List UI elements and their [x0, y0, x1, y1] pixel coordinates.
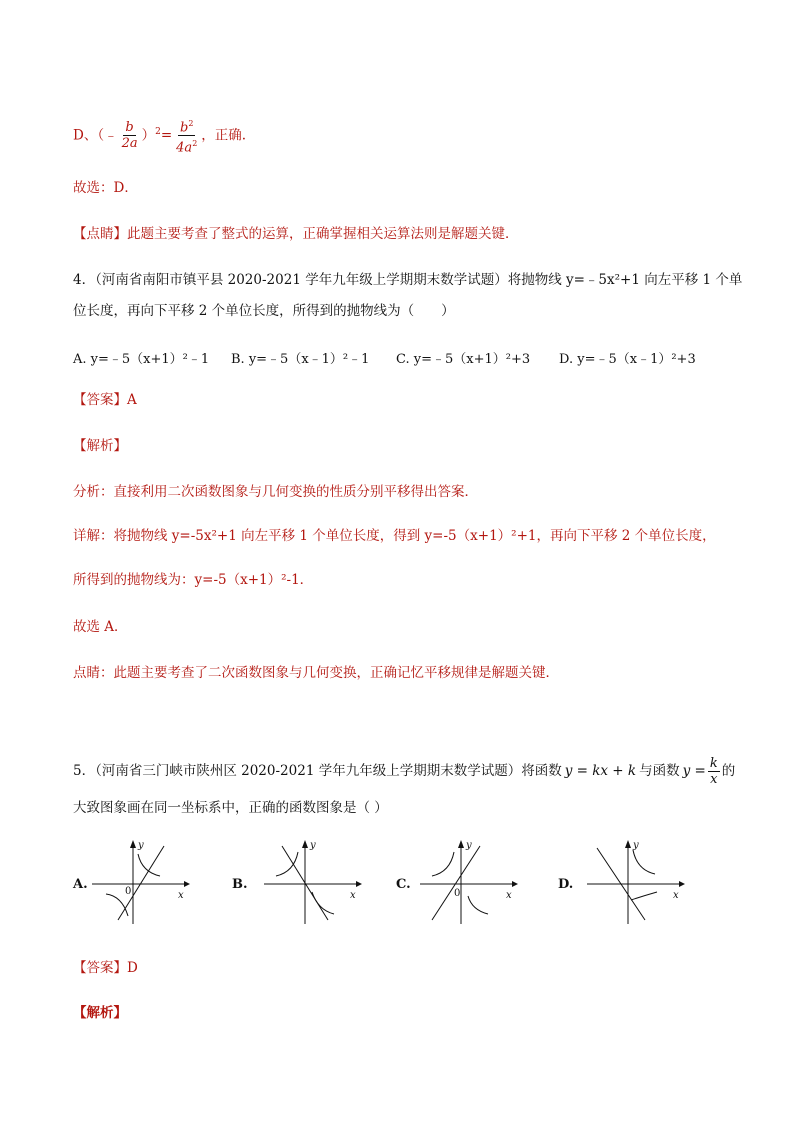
d-prefix: D、（﹣ [73, 127, 118, 144]
q4-option-d: D. y=﹣5（x﹣1）²+3 [559, 352, 696, 367]
q5-stem-line1 [73, 756, 735, 787]
axis-y-label: y [633, 840, 639, 851]
axis-y-label: y [310, 840, 316, 851]
q4-xiangjie-line2: 所得到的抛物线为：y=-5（x+1）²-1． [73, 572, 314, 588]
axis-x-label: x [178, 890, 184, 901]
frac-denominator: 2a [121, 136, 138, 152]
num-base: b [180, 120, 189, 136]
fraction-b2-over-4a2 [174, 116, 199, 156]
axis-y-label: y [466, 840, 472, 851]
graph-label-c: C. [396, 877, 411, 892]
graph-b [262, 838, 362, 924]
origin-label: 0 [454, 888, 461, 899]
q5-analysis-title: 【解析】 [73, 1005, 127, 1021]
d-exponent: 2 [155, 126, 161, 137]
frac-numerator: b [125, 120, 134, 136]
graph-label-d: D. [558, 877, 574, 892]
q5-stem-line2: 大致图象画在同一坐标系中，正确的函数图象是（ ） [73, 800, 388, 816]
q4-option-c: C. y=﹣5（x+1）²+3 [396, 352, 531, 367]
q5-stem-mid: 与函数 [639, 763, 680, 779]
option-d-explanation [73, 116, 246, 156]
q4-stem-line2: 位长度，再向下平移 2 个单位长度，所得到的抛物线为（ ） [73, 303, 455, 319]
den-base: 4a [176, 140, 193, 156]
q5-answer: 【答案】D [73, 960, 138, 976]
graph-c [418, 838, 518, 924]
q4-analysis-title: 【解析】 [73, 438, 127, 454]
frac-numerator: k [709, 756, 718, 771]
q5-formula-linear: y = kx + k [564, 763, 637, 779]
d-mid: ） [141, 127, 156, 144]
q4-choice: 故选 A． [73, 619, 128, 635]
q4-option-b: B. y=﹣5（x﹣1）²﹣1 [231, 352, 370, 367]
origin-label: 0 [125, 886, 132, 897]
graph-a [90, 838, 190, 924]
d-suffix: ，正确. [201, 127, 247, 144]
q4-option-a: A. y=﹣5（x+1）²﹣1 [73, 352, 210, 367]
q4-stem-line1: 4．（河南省南阳市镇平县 2020-2021 学年九年级上学期期末数学试题）将抛物线 y=﹣5x²+1 向左平移 1 个单 [73, 272, 743, 288]
frac-denominator: x [710, 772, 718, 787]
graph-d [585, 838, 685, 924]
axis-x-label: x [673, 890, 679, 901]
axis-y-label: y [138, 840, 144, 851]
graph-label-a: A. [73, 877, 88, 892]
frac-denominator [174, 136, 199, 155]
num-exp: 2 [188, 119, 194, 128]
q5-formula-inverse-lhs: y = [682, 763, 706, 779]
q3-point: 【点睛】此题主要考查了整式的运算，正确掌握相关运算法则是解题关键． [73, 226, 519, 242]
q5-stem-end: 的 [721, 763, 736, 779]
q4-fenxi: 分析：直接利用二次函数图象与几何变换的性质分别平移得出答案． [73, 484, 478, 500]
graph-label-b: B. [232, 877, 248, 892]
den-exp: 2 [192, 139, 198, 149]
q5-stem-text: 5．（河南省三门峡市陕州区 2020-2021 学年九年级上学期期末数学试题）将函数 [73, 763, 562, 779]
q4-answer: 【答案】A [73, 392, 137, 408]
frac-numerator [178, 116, 195, 136]
fraction-k-over-x [708, 756, 720, 787]
q3-choice: 故选：D． [73, 180, 138, 196]
axis-x-label: x [506, 890, 512, 901]
d-equals: = [160, 127, 173, 144]
q4-xiangjie-line1: 详解：将抛物线 y=-5x²+1 向左平移 1 个单位长度，得到 y=-5（x+1）²+1，再向下平移 2 个单位长度， [73, 528, 716, 544]
axis-x-label: x [350, 890, 356, 901]
fraction-b-over-2a [120, 120, 140, 151]
q4-dianjing: 点睛：此题主要考查了二次函数图象与几何变换，正确记忆平移规律是解题关键． [73, 665, 559, 681]
